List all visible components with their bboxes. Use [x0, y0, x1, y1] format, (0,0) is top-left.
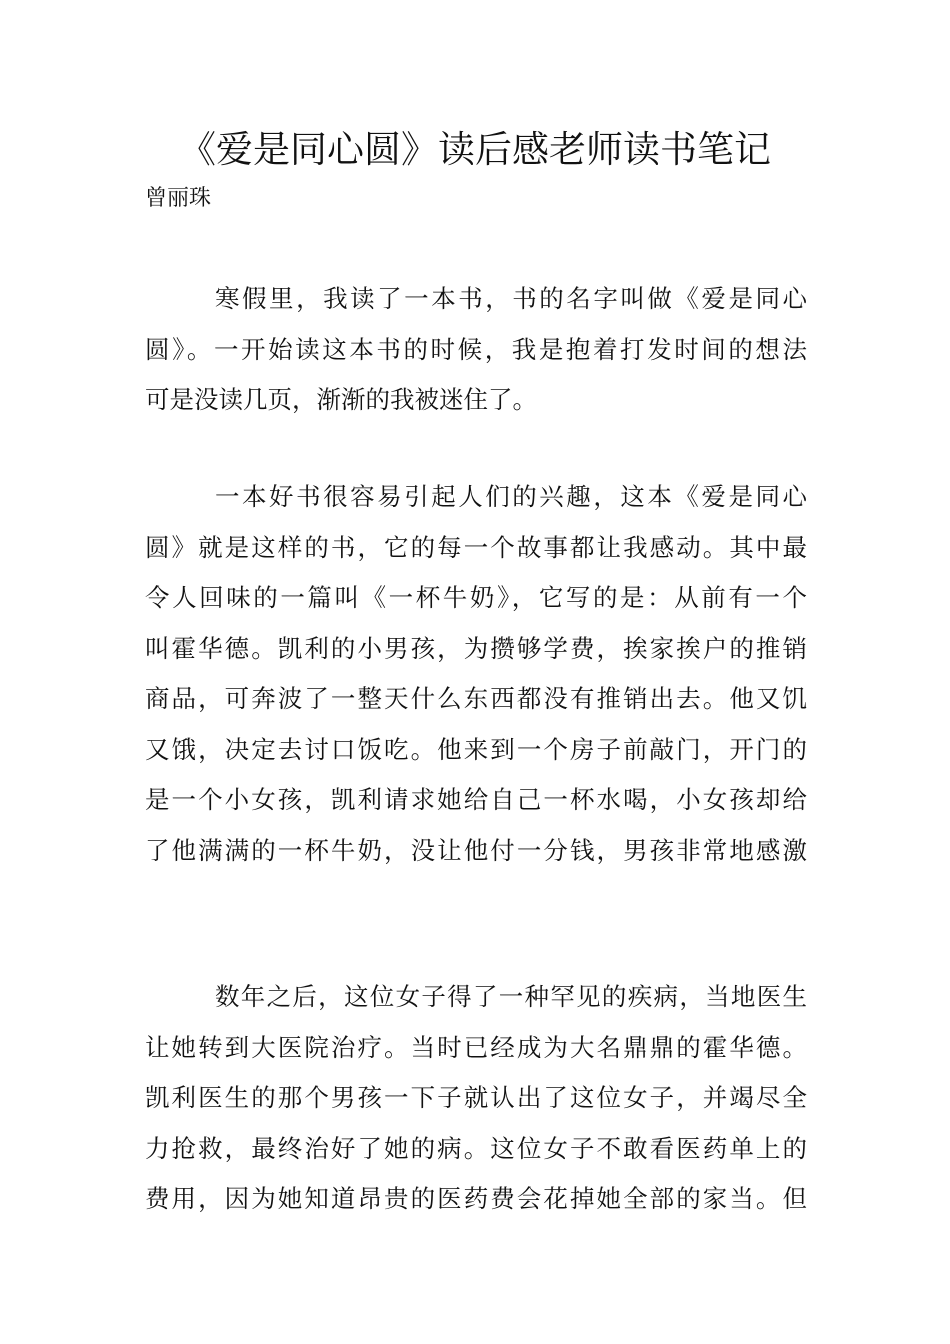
document-title: 《爱是同心圆》读后感老师读书笔记 — [179, 128, 771, 171]
paragraph-2 — [145, 472, 807, 876]
paragraph-line: 商品，可奔波了一整天什么东西都没有推销出去。他又饥 — [145, 684, 807, 713]
paragraph-line: 数年之后，这位女子得了一种罕见的疾病，当地医生 — [215, 982, 807, 1011]
paragraph-line: 是一个小女孩，凯利请求她给自己一杯水喝，小女孩却给 — [145, 785, 807, 814]
paragraph-line: 圆》。一开始读这本书的时候，我是抱着打发时间的想法 — [145, 334, 807, 364]
paragraph-line: 寒假里，我读了一本书，书的名字叫做《爱是同心 — [215, 284, 807, 313]
paragraph-line: 了他满满的一杯牛奶，没让他付一分钱，男孩非常地感激 — [145, 835, 807, 865]
paragraph-line: 令人回味的一篇叫《一杯牛奶》，它写的是：从前有一个 — [145, 583, 807, 612]
paragraph-1 — [145, 274, 807, 426]
paragraph-line: 圆》就是这样的书，它的每一个故事都让我感动。其中最 — [145, 532, 807, 562]
paragraph-line: 一本好书很容易引起人们的兴趣，这本《爱是同心 — [215, 482, 807, 511]
author-name: 曾丽珠 — [145, 186, 212, 211]
paragraph-3 — [145, 972, 807, 1225]
paragraph-line: 费用，因为她知道昂贵的医药费会花掉她全部的家当。但 — [145, 1184, 807, 1213]
paragraph-line: 又饿，决定去讨口饭吃。他来到一个房子前敲门，开门的 — [145, 734, 807, 764]
paragraph-line: 凯利医生的那个男孩一下子就认出了这位女子，并竭尽全 — [145, 1083, 807, 1112]
paragraph-line: 力抢救，最终治好了她的病。这位女子不敢看医药单上的 — [145, 1133, 807, 1163]
paragraph-line: 让她转到大医院治疗。当时已经成为大名鼎鼎的霍华德。 — [145, 1032, 807, 1062]
paragraph-line: 可是没读几页，渐渐的我被迷住了。 — [145, 385, 537, 414]
paragraph-line: 叫霍华德。凯利的小男孩，为攒够学费，挨家挨户的推销 — [145, 633, 807, 663]
